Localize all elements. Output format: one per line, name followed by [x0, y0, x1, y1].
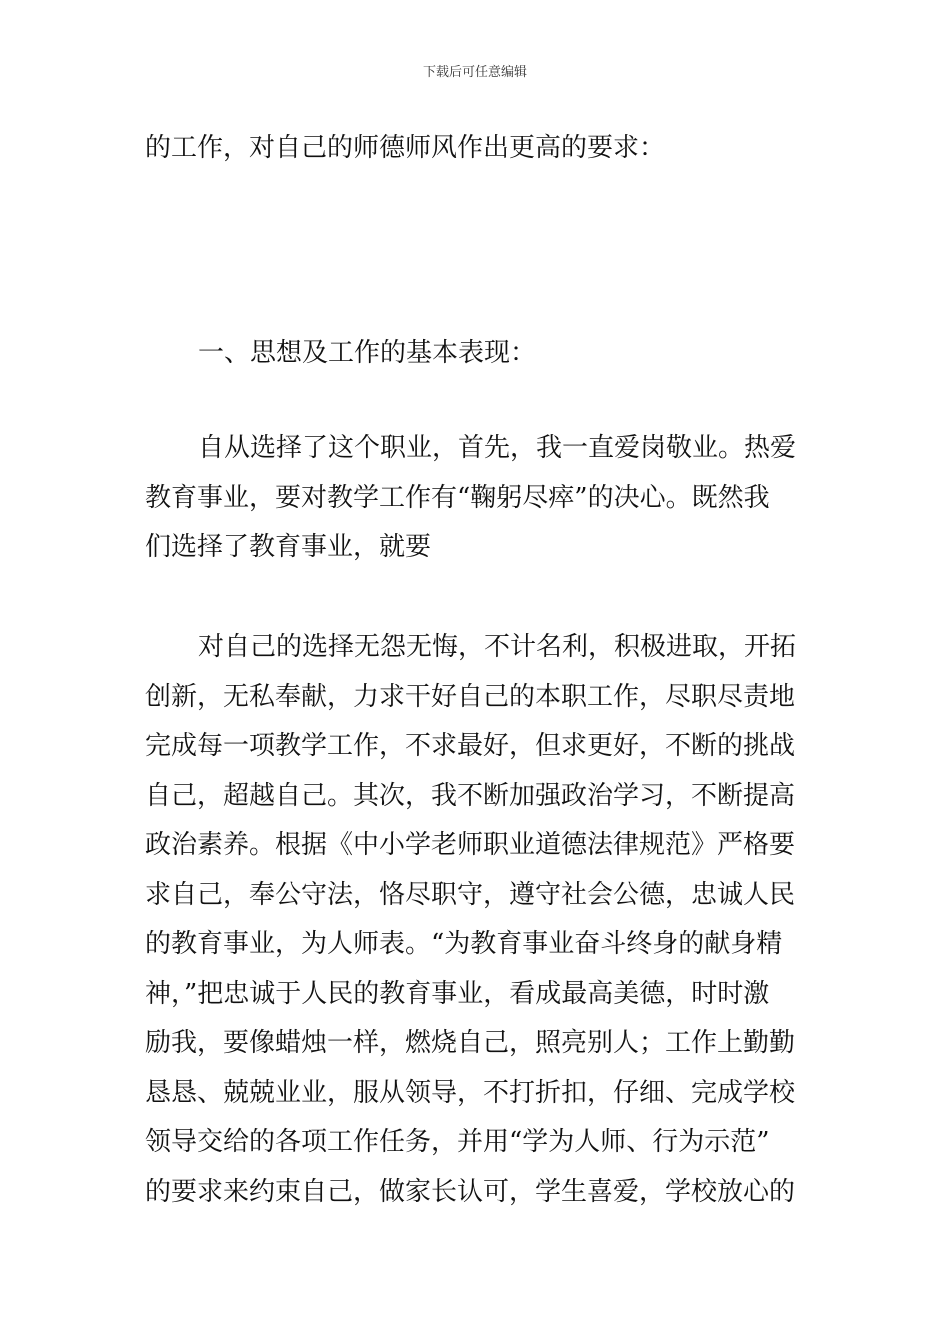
text-line: 的要求来约束自己，做家长认可，学生喜爱，学校放心的: [145, 1176, 796, 1207]
text-line: 们选择了教育事业，就要: [145, 532, 432, 562]
text-line: 完成每一项教学工作，不求最好，但求更好，不断的挑战: [145, 731, 796, 761]
intro-paragraph: [145, 124, 817, 174]
text-line: 恳恳、兢兢业业，服从领导，不打折扣，仔细、完成学校: [145, 1077, 796, 1108]
text-line: 领导交给的各项工作任务，并用“学为人师、行为示范”: [145, 1127, 770, 1157]
text-line: 创新，无私奉献，力求干好自己的本职工作，尽职尽责地: [145, 681, 796, 712]
text-line: 励我，要像蜡烛一样，燃烧自己，照亮别人；工作上勤勤: [145, 1028, 796, 1058]
text-line: 的教育事业，为人师表。“为教育事业奋斗终身的献身精: [145, 929, 783, 959]
section-heading: [145, 329, 817, 379]
text-line: 神，”把忠诚于人民的教育事业，看成最高美德，时时激: [145, 978, 770, 1009]
text-line: 求自己，奉公守法，恪尽职守，遵守社会公德，忠诚人民: [145, 879, 796, 910]
page-header: 下载后可任意编辑: [422, 65, 527, 80]
heading-text: 一、思想及工作的基本表现：: [198, 338, 537, 368]
text-line: 自己，超越自己。其次，我不断加强政治学习，不断提高: [145, 780, 796, 811]
text-line: 教育事业，要对教学工作有“鞠躬尽瘁”的决心。既然我: [145, 482, 770, 513]
paragraph-dedication: [145, 623, 817, 1217]
paragraph-career-choice: [145, 424, 817, 573]
text-line: 政治素养。根据《中小学老师职业道德法律规范》严格要: [145, 830, 796, 860]
text-line: 自从选择了这个职业，首先，我一直爱岗敬业。热爱: [198, 433, 797, 463]
text-line: 的工作，对自己的师德师风作出更高的要求：: [145, 133, 666, 163]
text-line: 对自己的选择无怨无悔，不计名利，积极进取，开拓: [198, 632, 797, 662]
